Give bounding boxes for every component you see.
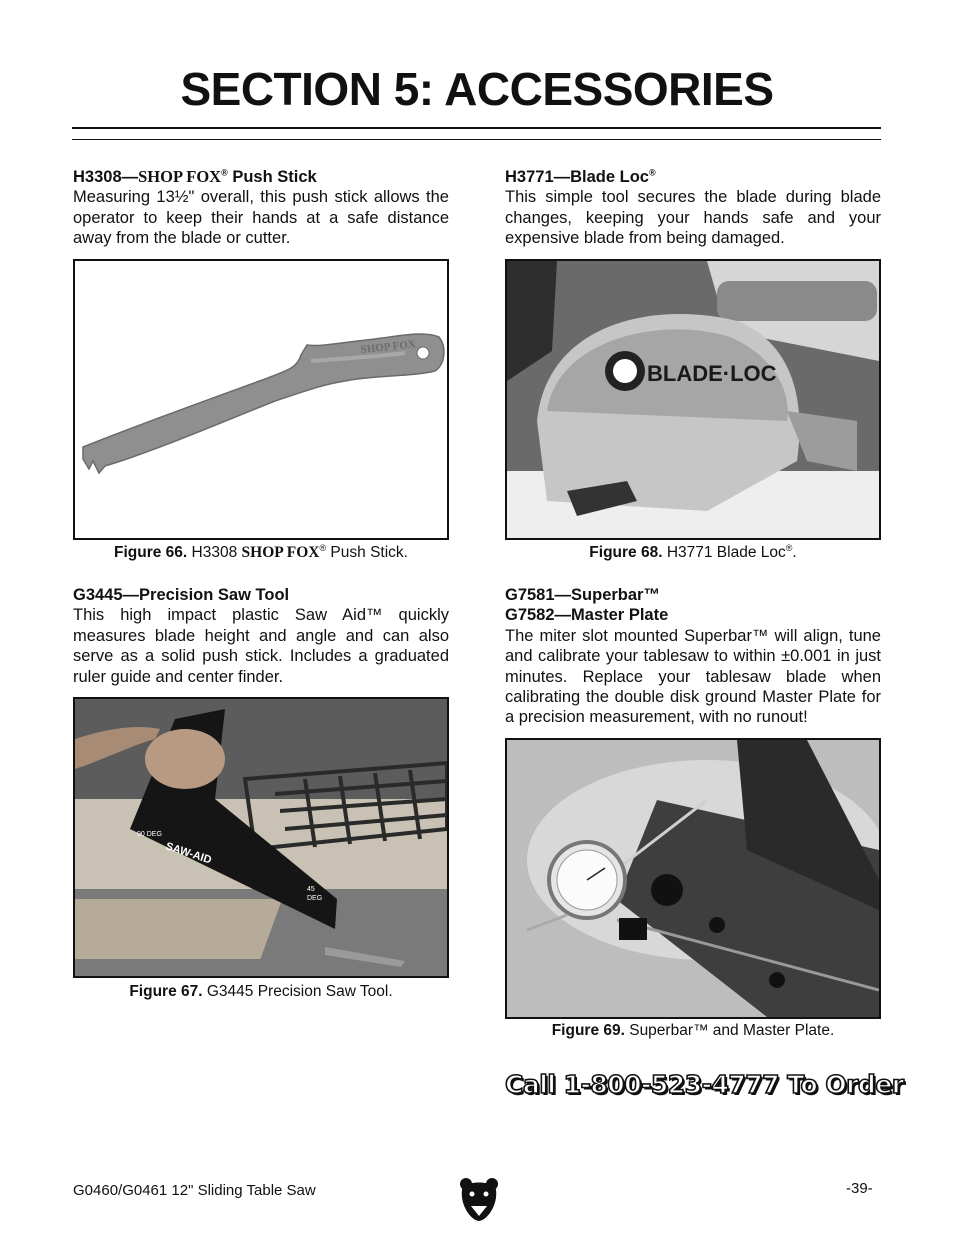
figure-69-caption: Figure 69. Superbar™ and Master Plate. [551, 1022, 835, 1039]
figure-67-caption: Figure 67. G3445 Precision Saw Tool. [129, 983, 393, 1000]
h3308-section [73, 167, 449, 249]
title-rule-thin [72, 139, 881, 140]
figure-68-caption: Figure 68. H3771 Blade Loc®. [589, 542, 797, 561]
shop-fox-brand: SHOP FOX [138, 167, 222, 186]
figure-67-image [73, 697, 449, 978]
superbar-photo [507, 740, 879, 1017]
page-number: -39- [846, 1180, 873, 1197]
h3771-description: This simple tool secures the blade during blade changes, keeping your hands safe and your expensive blade from being damaged. [505, 188, 881, 248]
saw-tool-photo [75, 699, 447, 976]
call-to-order: Call 1-800-523-4777 To Order [505, 1070, 904, 1099]
h3308-description: Measuring 13½" overall, this push stick allows the operator to keep their hands at a safe distance away from the blade or cutter. [73, 188, 449, 248]
push-stick-logo: SHOP FOX [360, 338, 417, 356]
g3445-description: This high impact plastic Saw Aid™ quickly measures blade height and angle and can also serve as a solid push stick. Includes a graduated ruler guide and center finder. [73, 606, 449, 686]
g7582-heading: G7582—Master Plate [505, 606, 669, 625]
g3445-section [73, 585, 449, 687]
page-title: SECTION 5: ACCESSORIES [180, 63, 774, 115]
g3445-heading: G3445—Precision Saw Tool [73, 586, 290, 604]
g7581-section [505, 585, 881, 728]
figure-69-image [505, 738, 881, 1019]
title-rule-thick [72, 127, 881, 129]
blade-loc-brand: BLADE·LOC [647, 361, 777, 386]
g7581-heading: G7581—Superbar™ [505, 586, 660, 604]
footer-model: G0460/G0461 12" Sliding Table Saw [73, 1182, 316, 1199]
saw-aid-brand: SAW-AID [164, 840, 213, 867]
saw-tool-90-deg: 90 DEG [137, 831, 162, 838]
figure-66-image [73, 259, 449, 540]
svg-text:DEG: DEG [307, 895, 323, 902]
push-stick-illustration [75, 261, 447, 538]
figure-68-image [505, 259, 881, 540]
svg-text:45: 45 [307, 886, 315, 893]
h3771-section [505, 167, 881, 249]
bear-logo-icon [458, 1176, 500, 1222]
h3771-heading: H3771—Blade Loc® [505, 167, 656, 186]
figure-66-caption: Figure 66. H3308 SHOP FOX® Push Stick. [114, 542, 408, 561]
blade-loc-photo [507, 261, 879, 538]
h3308-heading: H3308—SHOP FOX® Push Stick [73, 167, 317, 186]
g7581-description: The miter slot mounted Superbar™ will align, tune and calibrate your tablesaw to within ±0.001 in just minutes. Replace your tablesaw blade when calibrating the double disk ground Master Plate for a precision measurement, with no runout! [505, 626, 881, 727]
